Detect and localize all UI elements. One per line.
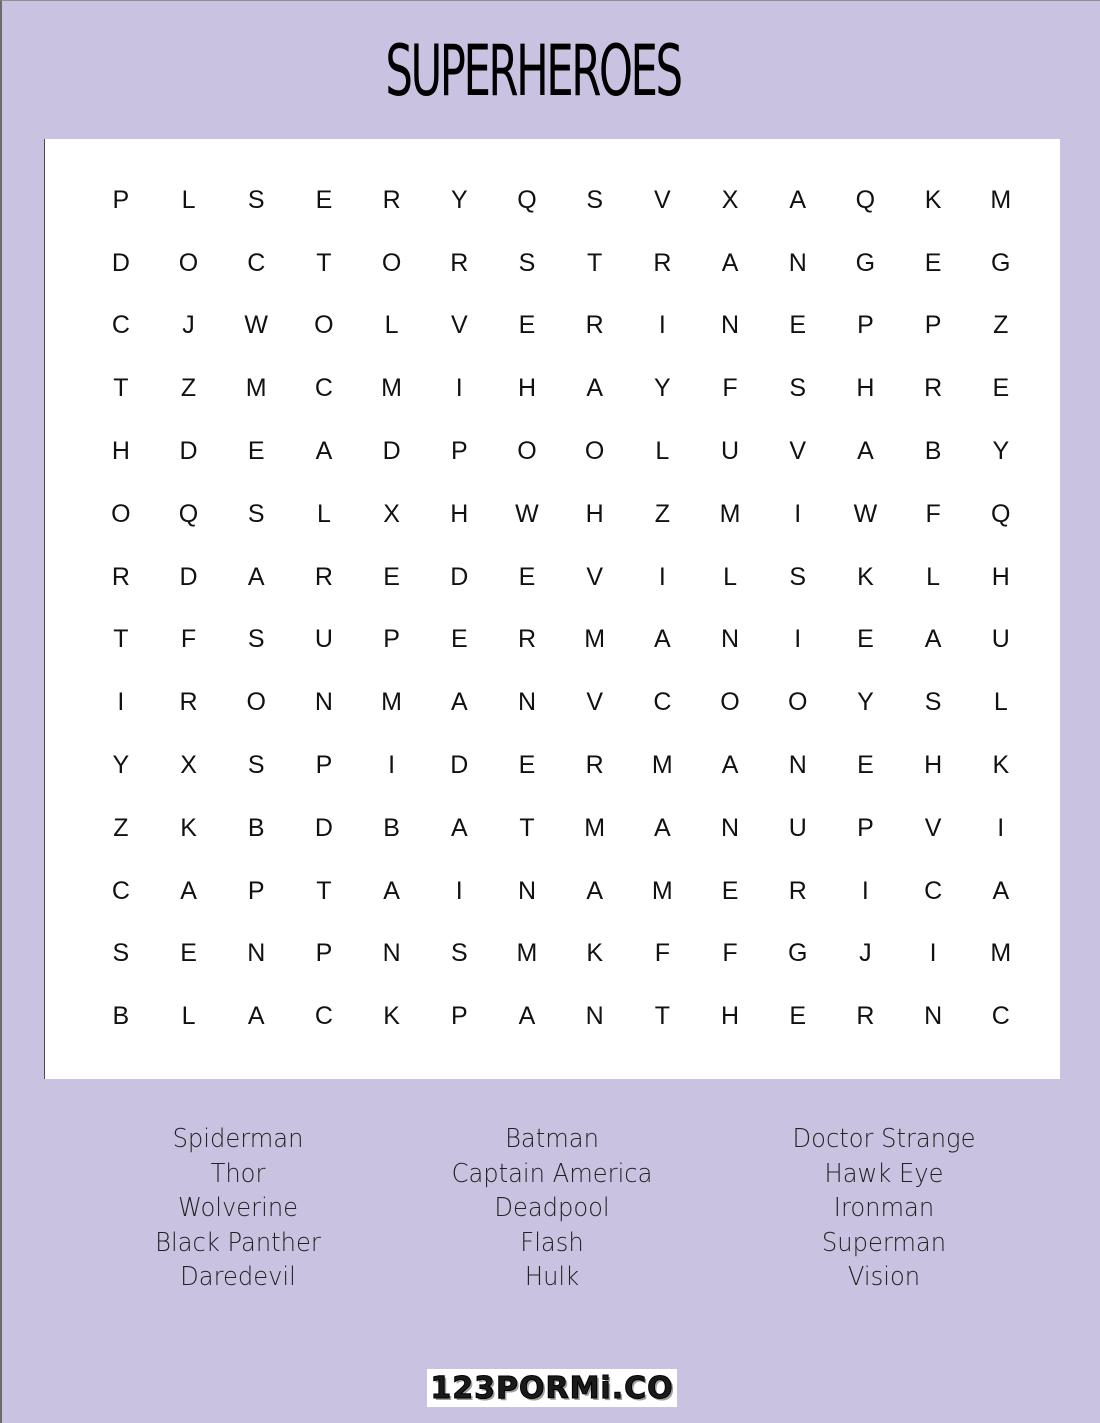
grid-letter: A (450, 813, 468, 842)
grid-letter: I (929, 939, 937, 968)
grid-letter: D (382, 437, 401, 466)
grid-letter: E (789, 1002, 807, 1031)
grid-letter: C (111, 876, 130, 905)
grid-letter: X (721, 185, 739, 214)
grid-letter: M (584, 625, 606, 654)
grid-letter: P (450, 437, 468, 466)
grid-letter: L (384, 311, 399, 340)
grid-letter: S (247, 185, 265, 214)
grid-letter: H (924, 751, 943, 780)
word-item: Hawk Eye (824, 1158, 944, 1189)
grid-letter: W (515, 499, 539, 528)
grid-letter: F (722, 939, 738, 968)
grid-letter: O (246, 688, 266, 717)
grid-letter: J (182, 311, 195, 340)
grid-letter: T (316, 876, 332, 905)
grid-letter: S (247, 751, 265, 780)
grid-letter: N (517, 688, 536, 717)
grid-letter: T (654, 1002, 670, 1031)
grid-letter: O (720, 688, 740, 717)
grid-letter: L (655, 437, 670, 466)
grid-letter: P (450, 1002, 468, 1031)
grid-letter: Z (180, 374, 197, 403)
word-item: Spiderman (172, 1124, 304, 1154)
grid-letter: T (519, 813, 535, 842)
grid-letter: E (450, 625, 468, 654)
grid-letter: H (111, 437, 130, 466)
word-item: Daredevil (180, 1262, 296, 1292)
grid-letter: P (247, 876, 265, 905)
grid-letter: V (789, 437, 807, 466)
grid-letter: A (315, 437, 333, 466)
grid-letter: G (787, 939, 808, 968)
grid-letter: X (180, 751, 197, 780)
grid-letter: S (450, 939, 468, 968)
grid-letter: O (584, 437, 605, 466)
grid-letter: M (516, 939, 538, 968)
grid-letter: J (859, 939, 872, 968)
grid-letter: S (924, 688, 942, 717)
grid-letter: F (722, 374, 738, 403)
grid-letter: L (316, 499, 331, 528)
grid-letter: T (113, 374, 129, 403)
grid-letter: B (112, 1002, 130, 1031)
grid-letter: L (926, 562, 941, 591)
grid-letter: I (455, 374, 463, 403)
grid-letter: H (856, 374, 875, 403)
grid-letter: Z (654, 499, 670, 528)
grid-letter: O (787, 688, 808, 717)
grid-letter: D (111, 248, 130, 277)
grid-letter: N (924, 1002, 943, 1031)
grid-letter: E (383, 562, 400, 591)
grid-letter: H (450, 499, 469, 528)
grid-letter: A (992, 876, 1010, 905)
page-title: SUPERHEROES (385, 30, 681, 112)
grid-letter: L (181, 1002, 196, 1031)
grid-letter: I (388, 751, 396, 780)
word-item: Flash (520, 1227, 584, 1258)
grid-letter: D (179, 437, 198, 466)
grid-letter: B (924, 437, 942, 466)
grid-letter: G (855, 248, 876, 277)
grid-letter: N (788, 248, 807, 277)
grid-letter: A (586, 374, 603, 403)
grid-letter: K (383, 1002, 400, 1031)
grid-letter: A (247, 1002, 265, 1031)
grid-letter: I (658, 562, 666, 591)
grid-letter: N (314, 688, 333, 717)
grid-letter: A (654, 625, 671, 654)
grid-letter: N (247, 939, 266, 968)
grid-letter: P (383, 625, 400, 654)
grid-letter: R (111, 562, 130, 591)
grid-letter: E (518, 562, 536, 591)
grid-letter: K (180, 813, 197, 842)
grid-letter: M (990, 185, 1012, 214)
word-item: Doctor Strange (792, 1124, 976, 1154)
grid-letter: G (991, 248, 1011, 277)
grid-letter: E (857, 625, 874, 654)
grid-letter: R (653, 248, 672, 277)
grid-letter: M (381, 374, 402, 403)
word-list (2, 1122, 1100, 1302)
grid-letter: Y (112, 751, 130, 780)
grid-letter: C (991, 1002, 1010, 1031)
word-item: Black Panther (155, 1227, 321, 1258)
grid-letter: S (247, 625, 265, 654)
word-item: Deadpool (494, 1193, 610, 1223)
grid-letter: F (925, 499, 941, 528)
grid-letter: C (111, 311, 130, 340)
grid-letter: R (517, 625, 536, 654)
grid-letter: W (244, 311, 269, 340)
grid-letter: R (585, 751, 604, 780)
grid-letter: U (788, 813, 807, 842)
grid-letter: A (857, 437, 874, 466)
grid-letter: R (314, 562, 333, 591)
word-item: Captain America (451, 1158, 653, 1189)
word-list-column-1 (89, 1122, 387, 1295)
grid-letter: R (924, 374, 943, 403)
grid-letter: M (719, 499, 741, 528)
grid-letter: Z (993, 311, 1009, 340)
grid-letter: M (245, 374, 267, 403)
grid-letter: H (991, 562, 1010, 591)
grid-letter: W (853, 499, 878, 528)
grid-letter: D (450, 751, 469, 780)
grid-letter: V (586, 562, 603, 591)
grid-letter: I (997, 813, 1005, 842)
word-item: Thor (210, 1158, 266, 1189)
grid-letter: E (247, 437, 265, 466)
grid-letter: U (991, 625, 1010, 654)
grid-letter: U (314, 625, 333, 654)
grid-letter: C (653, 688, 672, 717)
grid-letter: Z (113, 813, 129, 842)
word-item: Superman (821, 1227, 947, 1258)
grid-letter: P (315, 939, 333, 968)
grid-letter: L (181, 185, 196, 214)
grid-letter: E (518, 751, 536, 780)
grid-letter: R (450, 248, 469, 277)
grid-letter: Q (517, 185, 537, 214)
grid-letter: K (992, 751, 1010, 780)
grid-letter: O (178, 248, 199, 277)
grid-letter: A (450, 688, 468, 717)
grid-letter: A (383, 876, 400, 905)
grid-letter: L (723, 562, 737, 591)
grid-letter: E (721, 876, 739, 905)
grid-letter: M (381, 688, 402, 717)
grid-letter: O (381, 248, 402, 277)
word-item: Ironman (833, 1193, 935, 1223)
grid-letter: C (314, 374, 333, 403)
word-item: Wolverine (177, 1193, 299, 1223)
grid-letter: Y (450, 185, 468, 214)
grid-letter: E (518, 311, 536, 340)
grid-letter: N (517, 876, 536, 905)
grid-letter: V (924, 813, 942, 842)
grid-letter: T (587, 248, 603, 277)
grid-letter: M (584, 813, 606, 842)
grid-letter: A (180, 876, 197, 905)
grid-letter: N (721, 625, 740, 654)
grid-letter: A (789, 185, 807, 214)
grid-letter: X (383, 499, 400, 528)
grid-letter: P (924, 311, 942, 340)
grid-letter: I (794, 499, 802, 528)
grid-letter: I (658, 311, 666, 340)
grid-letter: A (654, 813, 671, 842)
grid-letter: D (179, 562, 198, 591)
grid-letter: K (924, 185, 942, 214)
grid-letter: C (924, 876, 943, 905)
grid-letter: N (788, 751, 807, 780)
grid-letter: E (180, 939, 197, 968)
grid-letter: O (517, 437, 537, 466)
grid-letter: V (450, 311, 468, 340)
word-item: Vision (847, 1262, 921, 1292)
grid-letter: P (315, 751, 333, 780)
grid-letter: P (857, 311, 874, 340)
grid-letter: S (247, 499, 265, 528)
grid-letter: R (179, 688, 198, 717)
grid-letter: R (382, 185, 401, 214)
grid-letter: D (450, 562, 469, 591)
grid-letter: N (382, 939, 401, 968)
grid-letter: V (654, 185, 671, 214)
grid-letter: T (113, 625, 129, 654)
grid-letter: T (316, 248, 332, 277)
grid-letter: E (789, 311, 807, 340)
word-search-box (44, 139, 1060, 1079)
grid-letter: P (857, 813, 874, 842)
grid-letter: A (924, 625, 942, 654)
grid-letter: I (117, 688, 125, 717)
grid-letter: B (247, 813, 265, 842)
grid-letter: K (857, 562, 874, 591)
word-item: Hulk (524, 1262, 580, 1292)
grid-letter: O (111, 499, 131, 528)
grid-letter: S (789, 562, 807, 591)
grid-letter: Y (857, 688, 874, 717)
grid-letter: K (586, 939, 603, 968)
grid-letter: V (586, 688, 603, 717)
grid-letter: S (789, 374, 807, 403)
grid-letter: S (112, 939, 130, 968)
grid-letter: C (314, 1002, 333, 1031)
grid-letter: E (992, 374, 1010, 403)
grid-letter: O (314, 311, 334, 340)
word-list-column-2 (403, 1122, 701, 1295)
grid-letter: N (721, 311, 740, 340)
grid-letter: P (112, 185, 130, 214)
grid-letter: E (857, 751, 874, 780)
grid-letter: A (518, 1002, 536, 1031)
grid-letter: A (721, 248, 739, 277)
grid-letter: A (586, 876, 603, 905)
grid-letter: I (455, 876, 463, 905)
grid-letter: N (721, 813, 740, 842)
brand-text: 123PORMi.CO (430, 1370, 674, 1406)
grid-letter: B (383, 813, 400, 842)
grid-letter: H (517, 374, 536, 403)
grid-letter: A (247, 562, 265, 591)
grid-letter: Q (991, 499, 1011, 528)
grid-letter: R (856, 1002, 875, 1031)
grid-letter: C (247, 248, 266, 277)
grid-letter: F (654, 939, 670, 968)
grid-letter: H (585, 499, 604, 528)
grid-letter: D (314, 813, 333, 842)
grid-letter: M (990, 939, 1012, 968)
brand-logo (427, 1369, 677, 1407)
grid-letter: R (585, 311, 604, 340)
grid-letter: A (721, 751, 739, 780)
word-list-column-3 (735, 1122, 1033, 1295)
grid-letter: S (518, 248, 536, 277)
grid-letter: R (788, 876, 807, 905)
word-item: Batman (505, 1124, 599, 1154)
word-search-grid (87, 169, 1035, 1048)
grid-letter: F (180, 625, 197, 654)
grid-letter: U (721, 437, 740, 466)
grid-letter: H (721, 1002, 740, 1031)
grid-letter: L (993, 688, 1008, 717)
grid-letter: M (651, 876, 673, 905)
grid-letter: N (585, 1002, 604, 1031)
grid-letter: Q (855, 185, 876, 214)
grid-letter: Y (992, 437, 1010, 466)
grid-letter: E (315, 185, 333, 214)
grid-letter: I (861, 876, 869, 905)
grid-letter: S (586, 185, 603, 214)
grid-letter: I (794, 625, 802, 654)
grid-letter: M (651, 751, 673, 780)
grid-letter: Q (178, 499, 199, 528)
grid-letter: E (924, 248, 942, 277)
grid-letter: Y (654, 374, 671, 403)
